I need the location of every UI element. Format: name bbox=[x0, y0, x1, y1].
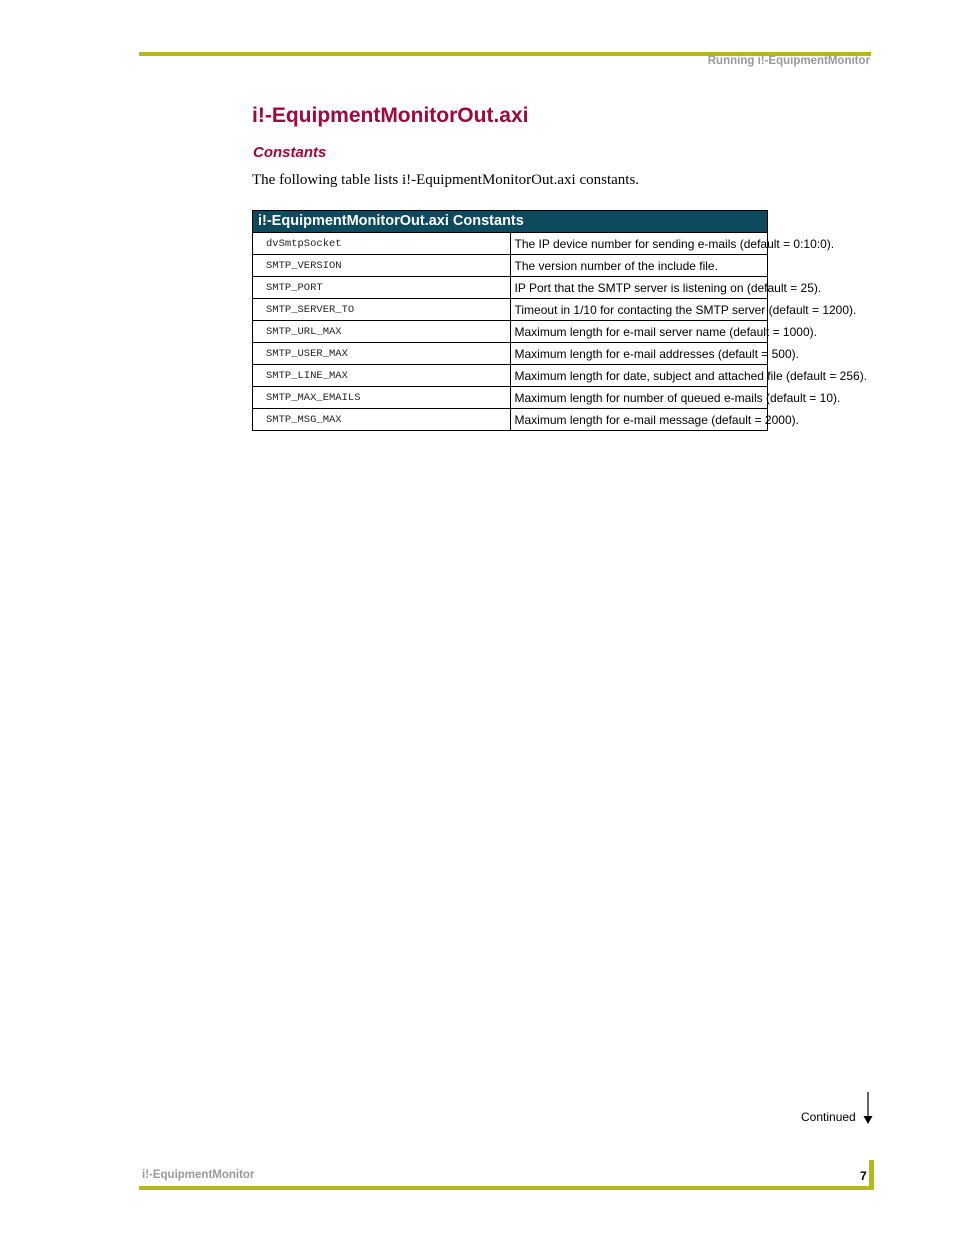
constant-description: Maximum length for e-mail message (default = 2000). bbox=[510, 409, 768, 431]
constant-description: Timeout in 1/10 for contacting the SMTP server (default = 1200). bbox=[510, 299, 768, 321]
constant-description: Maximum length for number of queued e-mails (default = 10). bbox=[510, 387, 768, 409]
constant-description: IP Port that the SMTP server is listening on (default = 25). bbox=[510, 277, 768, 299]
continued-label: Continued bbox=[801, 1110, 856, 1124]
page-number: 7 bbox=[860, 1169, 867, 1183]
table-row bbox=[253, 409, 768, 431]
constant-name: SMTP_MAX_EMAILS bbox=[253, 387, 511, 409]
table-row bbox=[253, 233, 768, 255]
running-header: Running i!-EquipmentMonitor bbox=[707, 55, 870, 67]
table-row bbox=[253, 343, 768, 365]
table-row bbox=[253, 299, 768, 321]
constant-name: SMTP_VERSION bbox=[253, 255, 511, 277]
section-title: Constants bbox=[253, 144, 327, 161]
constant-name: dvSmtpSocket bbox=[253, 233, 511, 255]
constant-name: SMTP_LINE_MAX bbox=[253, 365, 511, 387]
table-header-row bbox=[253, 211, 768, 233]
constant-name: SMTP_USER_MAX bbox=[253, 343, 511, 365]
footer-rule bbox=[139, 1186, 871, 1190]
intro-paragraph: The following table lists i!-EquipmentMonitorOut.axi constants. bbox=[252, 172, 640, 188]
table-caption: i!-EquipmentMonitorOut.axi Constants bbox=[253, 211, 768, 233]
constant-name: SMTP_SERVER_TO bbox=[253, 299, 511, 321]
constant-description: The IP device number for sending e-mails (default = 0:10:0). bbox=[510, 233, 768, 255]
down-arrow-icon bbox=[862, 1092, 874, 1126]
constant-description: Maximum length for e-mail server name (default = 1000). bbox=[510, 321, 768, 343]
constant-description: The version number of the include file. bbox=[510, 255, 768, 277]
table-row bbox=[253, 387, 768, 409]
table-row bbox=[253, 365, 768, 387]
constant-name: SMTP_URL_MAX bbox=[253, 321, 511, 343]
constant-name: SMTP_MSG_MAX bbox=[253, 409, 511, 431]
page-title: i!-EquipmentMonitorOut.axi bbox=[252, 104, 529, 127]
table-row bbox=[253, 255, 768, 277]
footer-doc-title: i!-EquipmentMonitor bbox=[142, 1169, 255, 1181]
constant-name: SMTP_PORT bbox=[253, 277, 511, 299]
table-row bbox=[253, 321, 768, 343]
constant-description: Maximum length for e-mail addresses (default = 500). bbox=[510, 343, 768, 365]
table-row bbox=[253, 277, 768, 299]
constant-description: Maximum length for date, subject and attached file (default = 256). bbox=[510, 365, 768, 387]
constants-table bbox=[252, 210, 868, 431]
